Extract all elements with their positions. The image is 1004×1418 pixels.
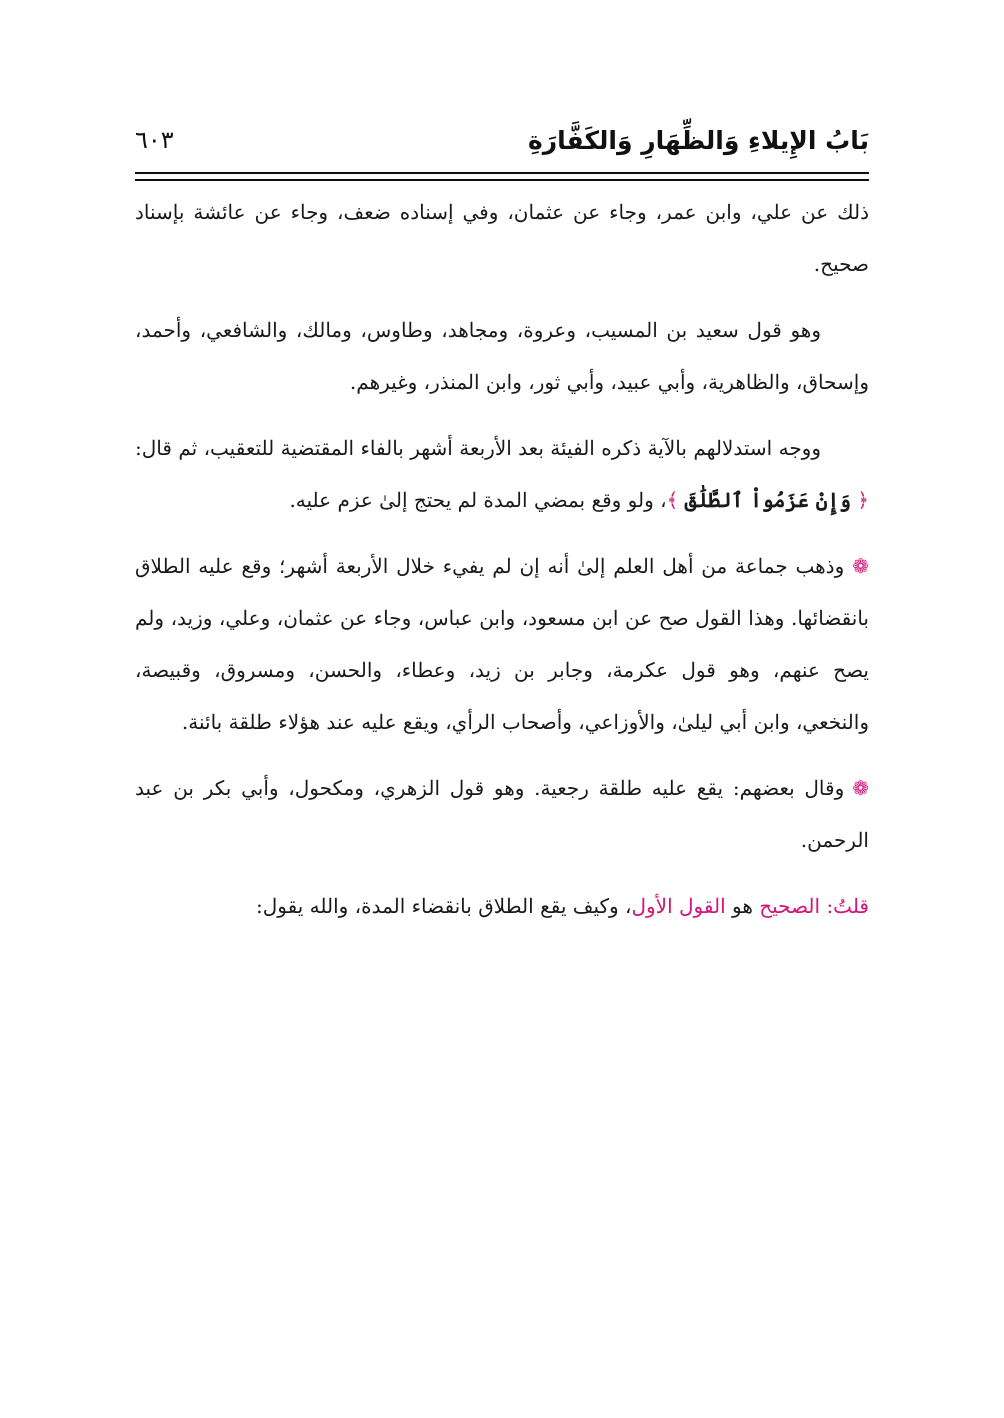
paragraph-5-text: وقال بعضهم: يقع عليه طلقة رجعية. وهو قول الزهري، ومكحول، وأبي بكر بن عبد الرحمن. (135, 776, 869, 852)
paragraph-4 (135, 540, 869, 748)
paragraph-6-mid: هو (725, 894, 760, 918)
running-title: بَابُ الإِيلاءِ وَالظِّهَارِ وَالكَفَّارَةِ (527, 125, 869, 155)
quran-close-bracket: ﴾ (666, 488, 679, 512)
first-opinion-term: القول الأول (631, 894, 726, 918)
paragraph-3-text-after: ، ولو وقع بمضي المدة لم يحتج إلىٰ عزم عليه. (289, 488, 667, 512)
paragraph-4-text: وذهب جماعة من أهل العلم إلىٰ أنه إن لم يفيء خلال الأربعة أشهر؛ وقع عليه الطلاق بانقضائها. وهذا القول صح عن ابن مسعود، وابن عباس، وجاء عن عثمان، وعلي، وزيد، ولم يصح عنهم، وهو قول عكرمة، وجابر بن زيد، وعطاء، والحسن، ومسروق، وقبيصة، والنخعي، وابن أبي ليلىٰ، والأوزاعي، وأصحاب الرأي، ويقع عليه عند هؤلاء طلقة بائنة. (135, 554, 869, 734)
qultu-lead: قلتُ: (826, 894, 869, 918)
header-rule-top (135, 172, 869, 174)
paragraph-1: ذلك عن علي، وابن عمر، وجاء عن عثمان، وفي إسناده ضعف، وجاء عن عائشة بإسناد صحيح. (135, 200, 869, 276)
paragraph-3 (135, 422, 869, 526)
quran-verse: وَإِنْ عَزَمُواْ ٱلطَّلَٰقَ (684, 488, 851, 512)
paragraph-2: وهو قول سعيد بن المسيب، وعروة، ومجاهد، وطاوس، ومالك، والشافعي، وأحمد، وإسحاق، والظاهرية، وأبي عبيد، وأبي ثور، وابن المنذر، وغيرهم. (135, 318, 869, 394)
paragraph-6-rest: ، وكيف يقع الطلاق بانقضاء المدة، والله يقول: (256, 894, 632, 918)
header-rule-bottom (135, 179, 869, 181)
page-header (135, 118, 869, 162)
sahih-term: الصحيح (759, 894, 821, 918)
paragraph-6 (135, 880, 869, 932)
quran-open-bracket: ﴿ (857, 488, 869, 512)
paragraph-3-text-before: ووجه استدلالهم بالآية ذكره الفيئة بعد الأربعة أشهر بالفاء المقتضية للتعقيب، ثم قال: (135, 436, 821, 460)
page-number: ٦٠٣ (135, 126, 174, 154)
page-body (135, 186, 869, 946)
flower-icon: ❁ (852, 776, 869, 800)
flower-icon: ❁ (852, 554, 869, 578)
paragraph-5 (135, 762, 869, 866)
